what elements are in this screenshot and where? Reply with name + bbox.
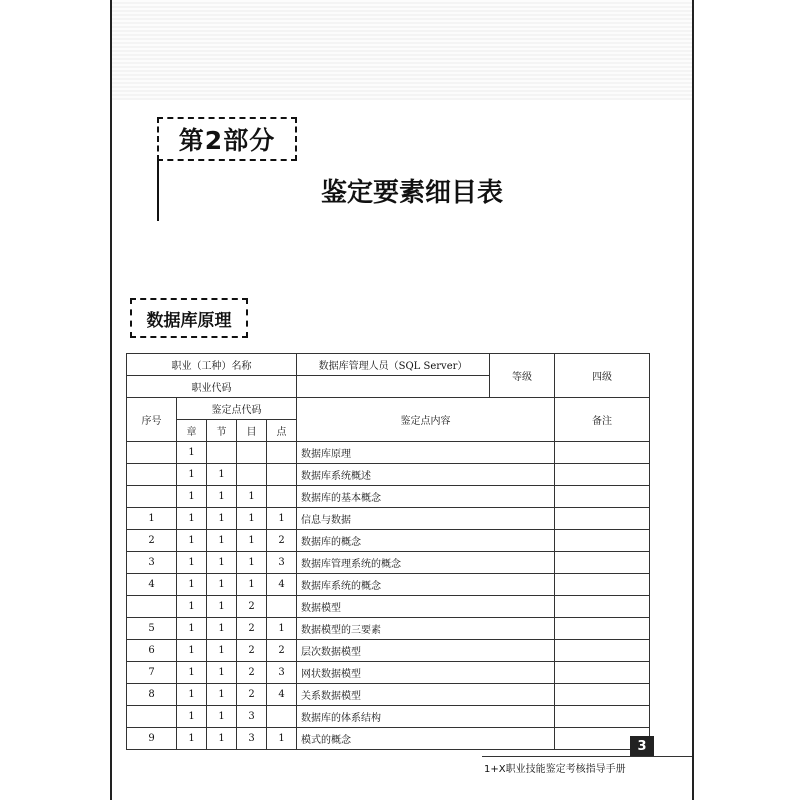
cell-jie: 1 [207,706,237,728]
cell-jie: 1 [207,728,237,750]
cell-dian: 3 [267,662,297,684]
cell-zhang: 1 [177,618,207,640]
code-col-dian: 点 [267,420,297,442]
cell-dian: 2 [267,640,297,662]
part-title: 第2部分 [178,126,276,155]
cell-content: 模式的概念 [297,728,555,750]
level-label: 等级 [490,354,555,398]
cell-mu: 2 [237,640,267,662]
cell-remarks [555,442,650,464]
subsection-title-box [130,298,248,338]
cell-content: 数据库管理系统的概念 [297,552,555,574]
cell-zhang: 1 [177,552,207,574]
table-row [127,552,650,574]
remarks-label: 备注 [555,398,650,442]
cell-dian [267,442,297,464]
cell-mu: 2 [237,684,267,706]
cell-mu: 2 [237,662,267,684]
occupation-value: 数据库管理人员（SQL Server） [297,354,490,376]
table-row [127,442,650,464]
part-title-box [157,117,297,161]
cell-remarks [555,662,650,684]
cell-seq: 2 [127,530,177,552]
table-row [127,464,650,486]
table-row [127,728,650,750]
cell-dian [267,486,297,508]
cell-content: 层次数据模型 [297,640,555,662]
cell-remarks [555,640,650,662]
cell-remarks [555,530,650,552]
cell-remarks [555,684,650,706]
code-label: 职业代码 [127,376,297,398]
cell-zhang: 1 [177,508,207,530]
cell-mu: 1 [237,530,267,552]
cell-content: 数据库的体系结构 [297,706,555,728]
table-row [127,574,650,596]
cell-jie: 1 [207,662,237,684]
cell-seq: 9 [127,728,177,750]
page-number: 3 [630,736,654,756]
cell-remarks [555,574,650,596]
cell-content: 数据库的概念 [297,530,555,552]
cell-remarks [555,486,650,508]
cell-mu [237,464,267,486]
section-title: 鉴定要素细目表 [320,178,503,208]
cell-content: 数据模型的三要素 [297,618,555,640]
code-col-mu: 目 [237,420,267,442]
cell-dian [267,706,297,728]
cell-dian: 1 [267,508,297,530]
cell-mu: 2 [237,596,267,618]
table-row [127,596,650,618]
cell-dian [267,596,297,618]
occupation-label: 职业（工种）名称 [127,354,297,376]
cell-dian: 4 [267,574,297,596]
cell-dian: 4 [267,684,297,706]
cell-seq [127,486,177,508]
cell-jie: 1 [207,640,237,662]
code-value [297,376,490,398]
table-row [127,662,650,684]
cell-zhang: 1 [177,574,207,596]
cell-jie: 1 [207,684,237,706]
cell-mu: 1 [237,486,267,508]
header-band [112,0,692,100]
code-col-zhang: 章 [177,420,207,442]
cell-jie: 1 [207,574,237,596]
cell-remarks [555,464,650,486]
cell-content: 数据库系统的概念 [297,574,555,596]
cell-remarks [555,596,650,618]
cell-jie: 1 [207,596,237,618]
cell-jie: 1 [207,486,237,508]
table-row [127,508,650,530]
cell-zhang: 1 [177,662,207,684]
cell-zhang: 1 [177,442,207,464]
cell-jie: 1 [207,618,237,640]
cell-mu: 1 [237,552,267,574]
book-page [110,0,694,800]
seq-label: 序号 [127,398,177,442]
cell-jie: 1 [207,530,237,552]
cell-seq: 4 [127,574,177,596]
cell-dian [267,464,297,486]
cell-seq: 1 [127,508,177,530]
cell-jie: 1 [207,508,237,530]
cell-content: 数据库原理 [297,442,555,464]
table-row [127,486,650,508]
cell-zhang: 1 [177,530,207,552]
cell-dian: 2 [267,530,297,552]
cell-jie: 1 [207,464,237,486]
table-row [127,640,650,662]
cell-seq: 5 [127,618,177,640]
content-label: 鉴定点内容 [297,398,555,442]
table-row [127,684,650,706]
cell-seq [127,442,177,464]
cell-zhang: 1 [177,640,207,662]
footer-text: 1+X职业技能鉴定考核指导手册 [484,764,626,775]
cell-mu: 2 [237,618,267,640]
subsection-title: 数据库原理 [146,310,232,331]
cell-zhang: 1 [177,486,207,508]
cell-content: 数据库系统概述 [297,464,555,486]
cell-zhang: 1 [177,728,207,750]
table-row [127,618,650,640]
cell-remarks [555,618,650,640]
assessment-table [126,353,650,750]
cell-remarks [555,706,650,728]
cell-zhang: 1 [177,684,207,706]
cell-mu [237,442,267,464]
cell-seq: 6 [127,640,177,662]
cell-mu: 3 [237,728,267,750]
cell-mu: 1 [237,574,267,596]
cell-seq [127,706,177,728]
decorative-line [157,161,159,221]
cell-content: 网状数据模型 [297,662,555,684]
table-row [127,530,650,552]
cell-zhang: 1 [177,596,207,618]
cell-remarks [555,552,650,574]
footer-divider [482,756,692,757]
cell-content: 数据模型 [297,596,555,618]
cell-content: 信息与数据 [297,508,555,530]
code-col-jie: 节 [207,420,237,442]
cell-jie: 1 [207,552,237,574]
cell-dian: 1 [267,728,297,750]
cell-seq: 8 [127,684,177,706]
cell-remarks [555,508,650,530]
point-code-label: 鉴定点代码 [177,398,297,420]
cell-seq: 3 [127,552,177,574]
cell-jie [207,442,237,464]
cell-mu: 3 [237,706,267,728]
cell-seq [127,464,177,486]
cell-content: 数据库的基本概念 [297,486,555,508]
cell-seq [127,596,177,618]
cell-dian: 3 [267,552,297,574]
cell-zhang: 1 [177,464,207,486]
cell-zhang: 1 [177,706,207,728]
table-row [127,706,650,728]
level-value: 四级 [555,354,650,398]
cell-dian: 1 [267,618,297,640]
cell-mu: 1 [237,508,267,530]
cell-content: 关系数据模型 [297,684,555,706]
cell-seq: 7 [127,662,177,684]
